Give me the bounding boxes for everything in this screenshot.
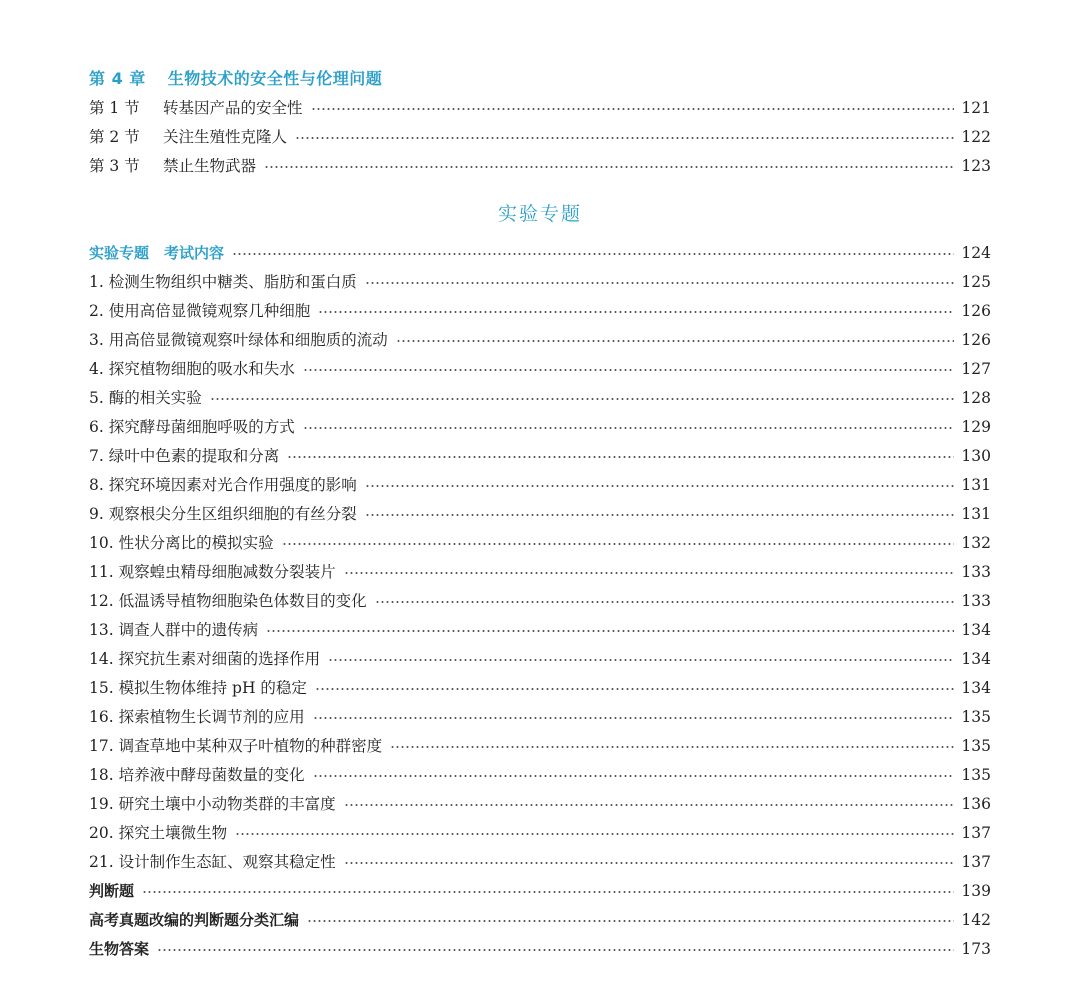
chapter-title: 生物技术的安全性与伦理问题 xyxy=(167,69,383,88)
dot-leader xyxy=(210,398,955,400)
item-number: 19. xyxy=(89,795,114,813)
entry-title: 探究植物细胞的吸水和失水 xyxy=(108,360,295,378)
dot-leader xyxy=(266,630,954,632)
toc-entry-experiment-10[interactable] xyxy=(89,531,991,555)
page-number: 134 xyxy=(961,621,991,639)
page-number: 133 xyxy=(961,563,991,581)
item-number: 18. xyxy=(89,766,114,784)
dot-leader xyxy=(318,311,954,313)
entry-title: 判断题 xyxy=(89,882,135,900)
page-number: 131 xyxy=(961,476,991,494)
item-number: 20. xyxy=(89,824,114,842)
page-number: 142 xyxy=(961,911,991,929)
item-number: 11. xyxy=(89,563,114,581)
dot-leader xyxy=(264,166,954,168)
page-number: 135 xyxy=(961,766,991,784)
toc-entry-experiment-20[interactable] xyxy=(89,821,991,845)
toc-entry-experiment-14[interactable] xyxy=(89,647,991,671)
item-number: 7. xyxy=(89,447,104,465)
entry-title: 探究环境因素对光合作用强度的影响 xyxy=(108,476,357,494)
dot-leader xyxy=(232,253,954,255)
entry-title: 使用高倍显微镜观察几种细胞 xyxy=(108,302,311,320)
page-number: 139 xyxy=(961,882,991,900)
toc-entry-experiment-16[interactable] xyxy=(89,705,991,729)
page-number: 127 xyxy=(961,360,991,378)
section-number: 第 2 节 xyxy=(89,128,140,146)
entry-title: 观察根尖分生区组织细胞的有丝分裂 xyxy=(108,505,357,523)
item-number: 2. xyxy=(89,302,104,320)
item-number: 4. xyxy=(89,360,104,378)
dot-leader xyxy=(303,427,955,429)
entry-title: 观察蝗虫精母细胞减数分裂装片 xyxy=(118,563,336,581)
item-number: 15. xyxy=(89,679,114,697)
dot-leader xyxy=(307,920,954,922)
item-number: 13. xyxy=(89,621,114,639)
item-number: 9. xyxy=(89,505,104,523)
toc-entry-experiment-5[interactable] xyxy=(89,386,991,410)
dot-leader xyxy=(313,775,955,777)
dot-leader xyxy=(287,456,954,458)
section-number: 第 1 节 xyxy=(89,99,140,117)
entry-title: 生物答案 xyxy=(89,940,150,958)
toc-entry-experiment-4[interactable] xyxy=(89,357,991,381)
entry-title: 禁止生物武器 xyxy=(163,157,257,175)
page-number: 126 xyxy=(961,302,991,320)
dot-leader xyxy=(344,572,955,574)
dot-leader xyxy=(282,543,955,545)
page-number: 130 xyxy=(961,447,991,465)
chapter-heading xyxy=(89,66,382,89)
toc-entry-experiment-15[interactable] xyxy=(89,676,991,700)
entry-title: 性状分离比的模拟实验 xyxy=(118,534,274,552)
page-number: 124 xyxy=(961,244,991,262)
dot-leader xyxy=(142,891,954,893)
dot-leader xyxy=(315,688,955,690)
dot-leader xyxy=(313,717,955,719)
page-number: 121 xyxy=(961,99,991,117)
dot-leader xyxy=(365,514,955,516)
toc-entry-exam-content[interactable] xyxy=(89,241,991,265)
toc-entry-experiment-13[interactable] xyxy=(89,618,991,642)
entry-title: 实验专题 考试内容 xyxy=(89,244,225,262)
dot-leader xyxy=(396,340,955,342)
toc-entry-section-1[interactable] xyxy=(89,96,991,120)
page-number: 126 xyxy=(961,331,991,349)
entry-title: 探索植物生长调节剂的应用 xyxy=(118,708,305,726)
page-number: 173 xyxy=(961,940,991,958)
dot-leader xyxy=(344,804,955,806)
dot-leader xyxy=(344,862,955,864)
page-number: 132 xyxy=(961,534,991,552)
item-number: 14. xyxy=(89,650,114,668)
entry-title: 研究土壤中小动物类群的丰富度 xyxy=(118,795,336,813)
page-number: 131 xyxy=(961,505,991,523)
item-number: 5. xyxy=(89,389,104,407)
item-number: 3. xyxy=(89,331,104,349)
toc-entry-experiment-1[interactable] xyxy=(89,270,991,294)
toc-entry-experiment-21[interactable] xyxy=(89,850,991,874)
item-number: 17. xyxy=(89,737,114,755)
toc-entry-gaokao-compilation[interactable] xyxy=(89,908,991,932)
toc-entry-experiment-18[interactable] xyxy=(89,763,991,787)
item-number: 1. xyxy=(89,273,104,291)
entry-title: 探究土壤微生物 xyxy=(118,824,228,842)
chapter-label: 第 4 章 xyxy=(89,69,146,88)
part-title: 实验专题 xyxy=(497,203,582,225)
page-number: 137 xyxy=(961,853,991,871)
dot-leader xyxy=(365,485,955,487)
page-number: 135 xyxy=(961,737,991,755)
toc-entry-experiment-9[interactable] xyxy=(89,502,991,526)
entry-title: 用高倍显微镜观察叶绿体和细胞质的流动 xyxy=(108,331,388,349)
toc-entry-experiment-8[interactable] xyxy=(89,473,991,497)
toc-entry-experiment-12[interactable] xyxy=(89,589,991,613)
entry-title: 探究酵母菌细胞呼吸的方式 xyxy=(108,418,295,436)
toc-entry-section-2[interactable] xyxy=(89,125,991,149)
dot-leader xyxy=(157,949,954,951)
dot-leader xyxy=(311,108,955,110)
item-number: 8. xyxy=(89,476,104,494)
page-number: 137 xyxy=(961,824,991,842)
dot-leader xyxy=(365,282,955,284)
page-number: 123 xyxy=(961,157,991,175)
toc-entry-experiment-17[interactable] xyxy=(89,734,991,758)
entry-title: 探究抗生素对细菌的选择作用 xyxy=(118,650,321,668)
item-number: 10. xyxy=(89,534,114,552)
entry-title: 培养液中酵母菌数量的变化 xyxy=(118,766,305,784)
toc-entry-experiment-2[interactable] xyxy=(89,299,991,323)
item-number: 12. xyxy=(89,592,114,610)
entry-title: 绿叶中色素的提取和分离 xyxy=(108,447,280,465)
dot-leader xyxy=(235,833,954,835)
entry-title: 关注生殖性克隆人 xyxy=(163,128,288,146)
page-number: 134 xyxy=(961,679,991,697)
page-number: 122 xyxy=(961,128,991,146)
entry-title: 调查草地中某种双子叶植物的种群密度 xyxy=(118,737,383,755)
page-number: 125 xyxy=(961,273,991,291)
entry-title: 低温诱导植物细胞染色体数目的变化 xyxy=(118,592,367,610)
toc-entry-experiment-6[interactable] xyxy=(89,415,991,439)
item-number: 21. xyxy=(89,853,114,871)
dot-leader xyxy=(375,601,955,603)
toc-entry-experiment-19[interactable] xyxy=(89,792,991,816)
dot-leader xyxy=(295,137,954,139)
entry-title: 调查人群中的遗传病 xyxy=(118,621,259,639)
toc-entry-true-false[interactable] xyxy=(89,879,991,903)
toc-entry-section-3[interactable] xyxy=(89,154,991,178)
dot-leader xyxy=(303,369,955,371)
toc-entry-answers[interactable] xyxy=(89,937,991,961)
page-number: 128 xyxy=(961,389,991,407)
page-number: 135 xyxy=(961,708,991,726)
section-number: 第 3 节 xyxy=(89,157,140,175)
entry-title: 转基因产品的安全性 xyxy=(163,99,303,117)
entry-title: 酶的相关实验 xyxy=(108,389,202,407)
entry-title: 模拟生物体维持 pH 的稳定 xyxy=(118,679,307,697)
dot-leader xyxy=(390,746,954,748)
toc-entry-experiment-3[interactable] xyxy=(89,328,991,352)
entry-title: 检测生物组织中糖类、脂肪和蛋白质 xyxy=(108,273,357,291)
toc-entry-experiment-11[interactable] xyxy=(89,560,991,584)
dot-leader xyxy=(328,659,954,661)
toc-entry-experiment-7[interactable] xyxy=(89,444,991,468)
page-number: 129 xyxy=(961,418,991,436)
page-number: 133 xyxy=(961,592,991,610)
item-number: 16. xyxy=(89,708,114,726)
entry-title: 设计制作生态缸、观察其稳定性 xyxy=(118,853,336,871)
entry-title: 高考真题改编的判断题分类汇编 xyxy=(89,911,300,929)
item-number: 6. xyxy=(89,418,104,436)
page-number: 136 xyxy=(961,795,991,813)
page-number: 134 xyxy=(961,650,991,668)
